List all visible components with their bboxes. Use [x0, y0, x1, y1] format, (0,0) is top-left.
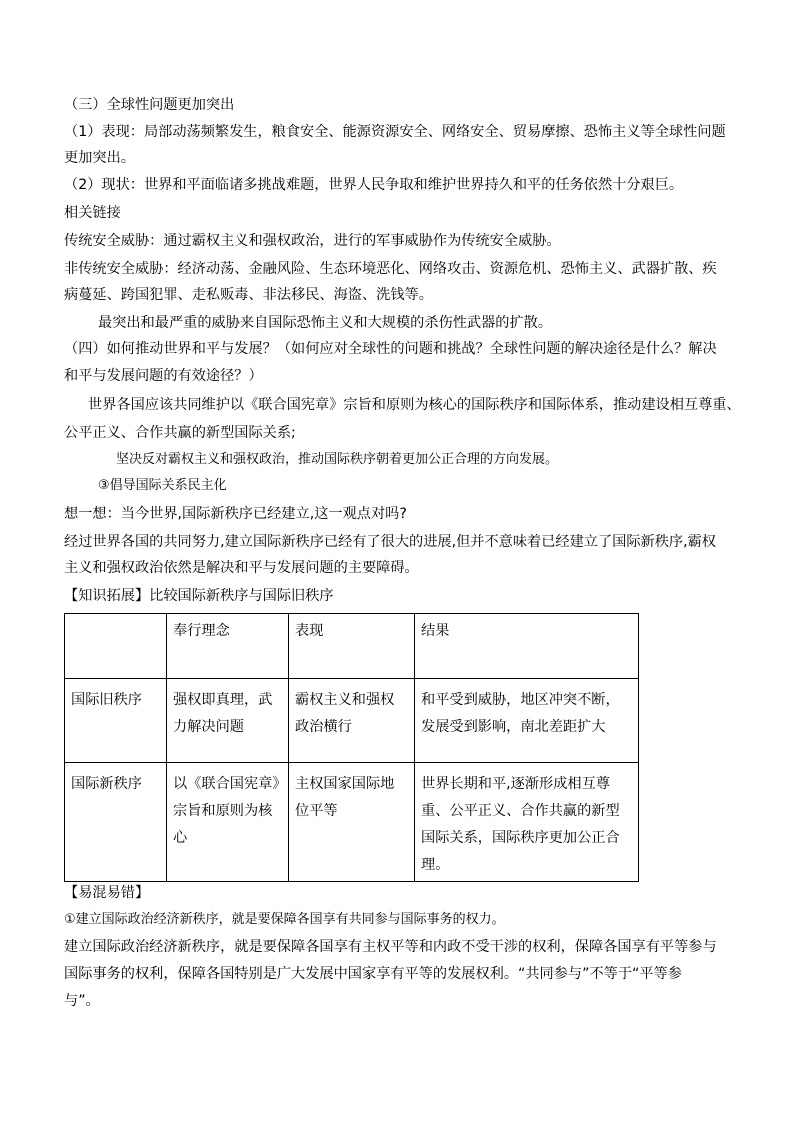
table-cell: 以《联合国宪章》宗旨和原则为核心	[167, 763, 289, 882]
think-question: 想一想：当今世界,国际新秩序已经建立,这一观点对吗?	[64, 506, 407, 522]
comparison-table	[64, 613, 639, 882]
confusion-item1: ①建立国际政治经济新秩序，就是要保障各国享有共同参与国际事务的权力。	[64, 912, 505, 927]
table-header-cell	[65, 614, 167, 679]
table-row	[65, 763, 639, 882]
think-answer-line1: 经过世界各国的共同努力,建立国际新秩序已经有了很大的进展,但并不意味着已经建立了国际新秩序,霸权	[64, 534, 716, 550]
table-cell: 和平受到威胁，地区冲突不断，发展受到影响，南北差距扩大	[415, 679, 639, 763]
section3-point2: （2）现状：世界和平面临诸多挑战难题，世界人民争取和维护世界持久和平的任务依然十分艰巨。	[64, 177, 684, 193]
think-answer-line2: 主义和强权政治依然是解决和平与发展问题的主要障碍。	[64, 560, 419, 576]
table-cell: 世界长期和平,逐渐形成相互尊重、公平正义、合作共赢的新型国际关系，国际秩序更加公正合理。	[415, 763, 639, 882]
table-cell: 主权国家国际地位平等	[289, 763, 415, 882]
section4-heading-line2: 和平与发展问题的有效途径？）	[64, 368, 263, 384]
oppose-hegemony: 坚决反对霸权主义和强权政治，推动国际秩序朝着更加公正合理的方向发展。	[116, 452, 559, 467]
nontraditional-threat-line1: 非传统安全威胁：经济动荡、金融风险、生态环境恶化、网络攻击、资源危机、恐怖主义、武器扩散、疾	[64, 261, 717, 277]
section3-heading: （三）全球性问题更加突出	[64, 97, 235, 113]
table-cell: 霸权主义和强权政治横行	[289, 679, 415, 763]
confusion-explain-line3: 与”。	[64, 993, 100, 1009]
section3-point1-line2: 更加突出。	[64, 150, 135, 166]
table-cell: 国际新秩序	[65, 763, 167, 882]
table-cell: 强权即真理，武力解决问题	[167, 679, 289, 763]
democratize-relations: ③倡导国际关系民主化	[98, 478, 227, 493]
table-header-cell: 表现	[289, 614, 415, 679]
table-cell: 国际旧秩序	[65, 679, 167, 763]
table-header-cell: 结果	[415, 614, 639, 679]
table-header-cell: 奉行理念	[167, 614, 289, 679]
extension-title: 【知识拓展】比较国际新秩序与国际旧秩序	[64, 588, 334, 604]
traditional-threat: 传统安全威胁：通过霸权主义和强权政治，进行的军事威胁作为传统安全威胁。	[64, 233, 561, 249]
related-link-title: 相关链接	[64, 205, 121, 221]
section4-answer-line1: 世界各国应该共同维护以《联合国宪章》宗旨和原则为核心的国际秩序和国际体系，推动建设相互尊重、	[88, 397, 741, 413]
section4-heading-line1: （四）如何推动世界和平与发展？（如何应对全球性的问题和挑战？全球性问题的解决途径是什么？解决	[64, 341, 717, 357]
confusion-explain-line1: 建立国际政治经济新秩序，就是要保障各国享有主权平等和内政不受干涉的权利，保障各国享有平等参与	[64, 939, 717, 955]
table-header-row	[65, 614, 639, 679]
section3-point1-line1: （1）表现：局部动荡频繁发生，粮食安全、能源资源安全、网络安全、贸易摩擦、恐怖主义等全球性问题	[64, 124, 726, 140]
nontraditional-threat-line2: 病蔓延、跨国犯罪、走私贩毒、非法移民、海盗、洗钱等。	[64, 287, 433, 303]
table-row	[65, 679, 639, 763]
confusion-explain-line2: 国际事务的权利，保障各国特别是广大发展中国家享有平等的发展权利。“共同参与”不等于“平等参	[64, 966, 682, 982]
confusion-title: 【易混易错】	[64, 885, 150, 901]
section4-answer-line2: 公平正义、合作共赢的新型国际关系;	[64, 425, 296, 441]
most-serious-threat: 最突出和最严重的威胁来自国际恐怖主义和大规模的杀伤性武器的扩散。	[98, 315, 553, 331]
